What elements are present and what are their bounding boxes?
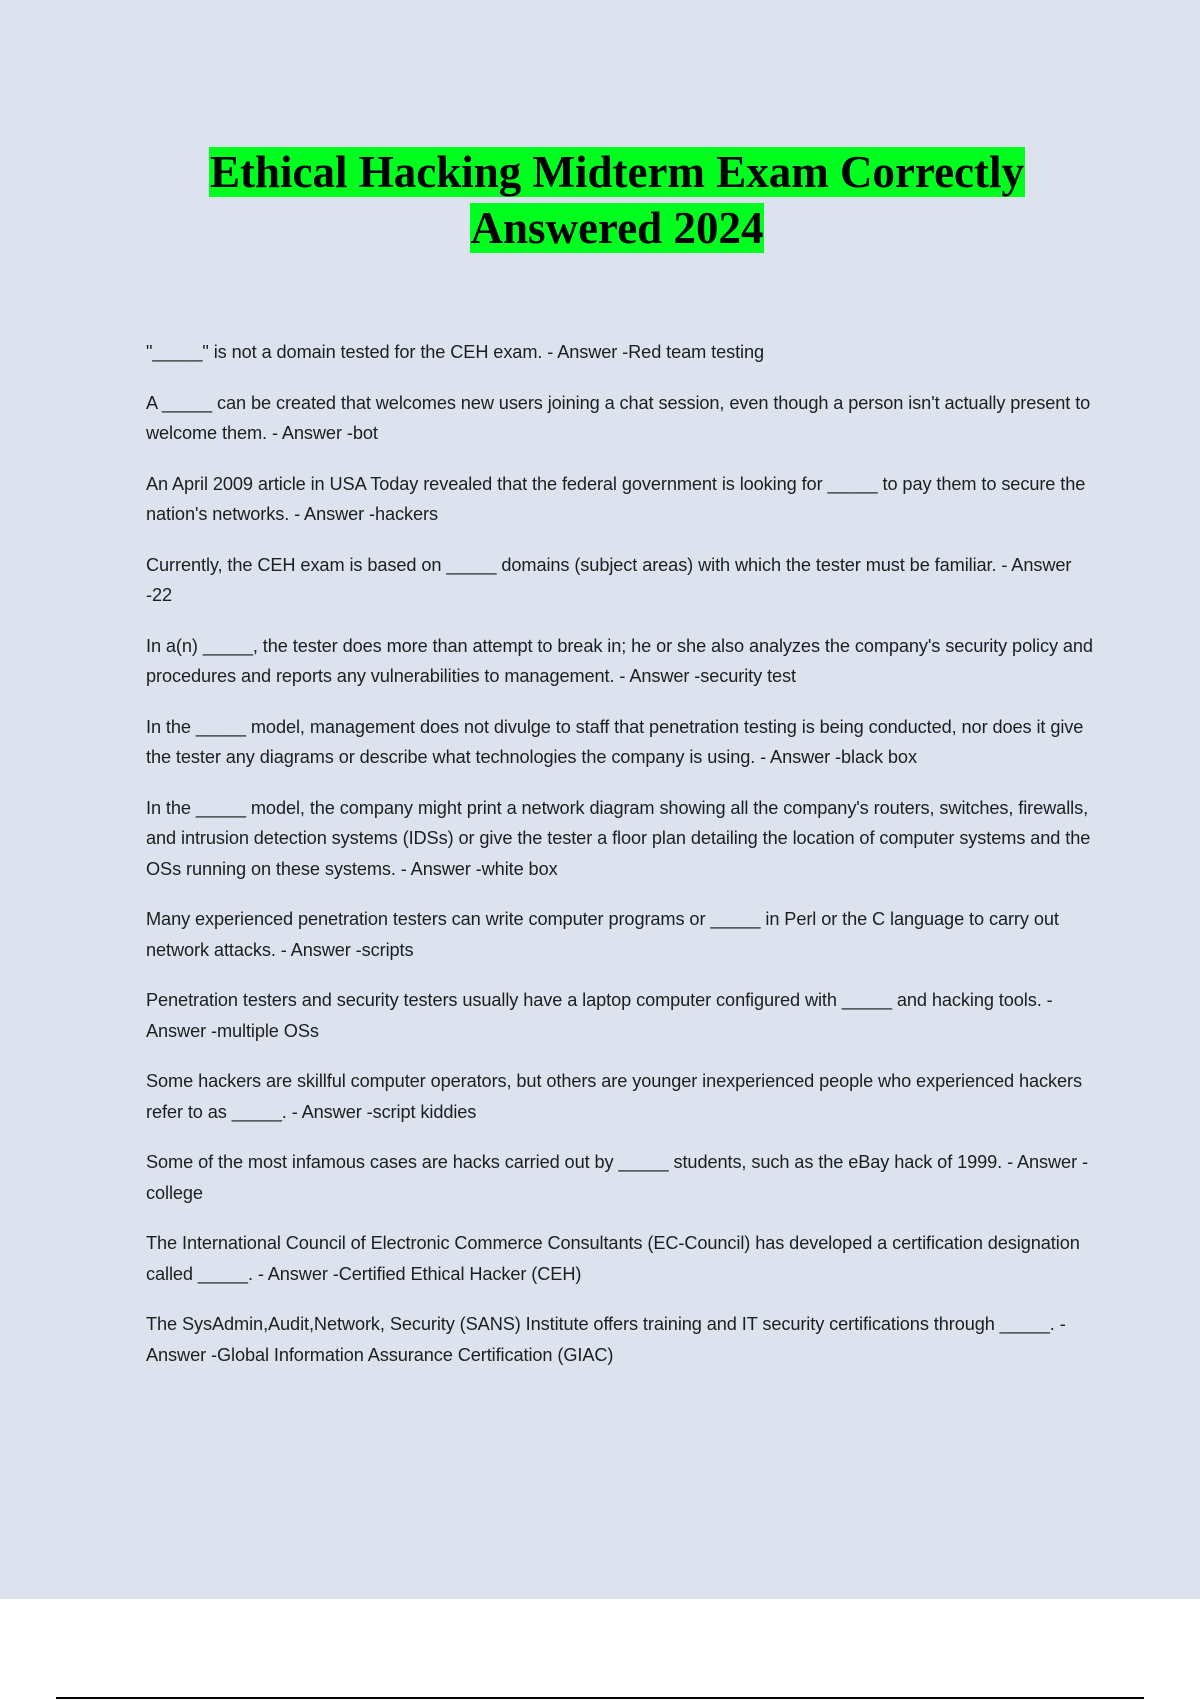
qa-item: In the _____ model, the company might print a network diagram showing all the company's routers, switches, firewalls, and intrusion detection systems (IDSs) or give the tester a floor plan detailing the location of computer systems and the OSs running on these systems. - Answer -white box [146,797,1091,879]
footer-divider [56,1697,1144,1699]
qa-item: Many experienced penetration testers can write computer programs or _____ in Perl or the C language to carry out network attacks. - Answer -scripts [146,909,1059,960]
qa-item: The International Council of Electronic Commerce Consultants (EC-Council) has developed a certification designation called _____. - Answer -Certified Ethical Hacker (CEH) [146,1233,1080,1284]
question-answer-list [146,337,1096,1390]
qa-item: In the _____ model, management does not divulge to staff that penetration testing is being conducted, nor does it give the tester any diagrams or describe what technologies the company is using. - Answer -black box [146,716,1084,767]
qa-item: The SysAdmin,Audit,Network, Security (SANS) Institute offers training and IT security certifications through _____. - Answer -Global Information Assurance Certification (GIAC) [146,1314,1066,1365]
title-line-2: Answered 2024 [470,203,764,253]
qa-item: Currently, the CEH exam is based on _____ domains (subject areas) with which the tester must be familiar. - Answer -22 [146,554,1072,605]
qa-item: Penetration testers and security testers usually have a laptop computer configured with _____ and hacking tools. - Answer -multiple OSs [146,990,1053,1041]
page-title [0,144,1200,256]
qa-item: In a(n) _____, the tester does more than attempt to break in; he or she also analyzes the company's security policy and procedures and reports any vulnerabilities to management. - Answer -security test [146,635,1093,686]
qa-item: Some of the most infamous cases are hacks carried out by _____ students, such as the eBay hack of 1999. - Answer -college [146,1152,1088,1203]
qa-item: An April 2009 article in USA Today revealed that the federal government is looking for _____ to pay them to secure the nation's networks. - Answer -hackers [146,473,1086,524]
qa-item: Some hackers are skillful computer operators, but others are younger inexperienced people who experienced hackers refer to as _____. - Answer -script kiddies [146,1071,1082,1122]
qa-item: "_____" is not a domain tested for the CEH exam. - Answer -Red team testing [146,342,765,362]
qa-item: A _____ can be created that welcomes new users joining a chat session, even though a person isn't actually present to welcome them. - Answer -bot [146,392,1091,443]
title-line-1: Ethical Hacking Midterm Exam Correctly [209,147,1025,197]
